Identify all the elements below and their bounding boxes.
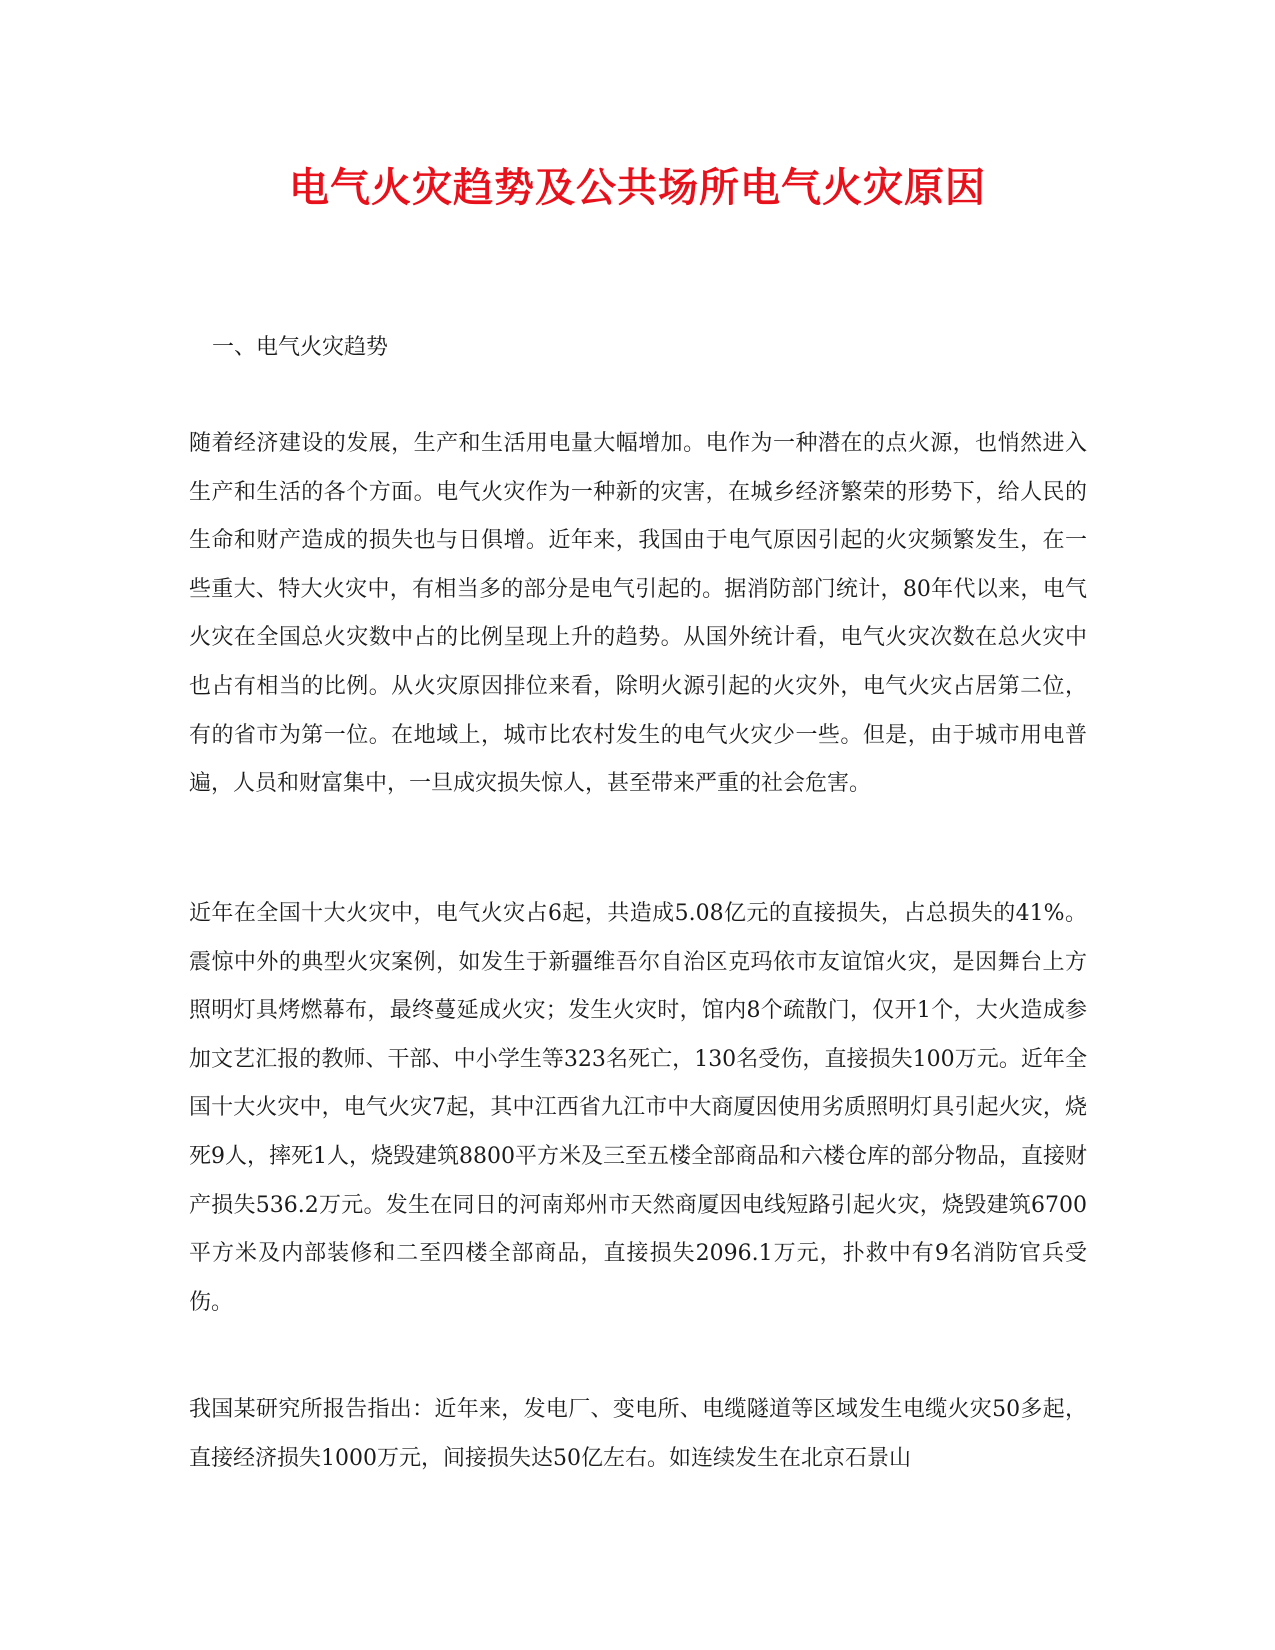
paragraph-major-fire-cases: 近年在全国十大火灾中，电气火灾占6起，共造成5.08亿元的直接损失，占总损失的41%。震惊中外的典型火灾案例，如发生于新疆维吾尔自治区克玛依市友谊馆火灾，是因舞台上方照明灯具烤燃幕布，最终蔓延成火灾；发生火灾时，馆内8个疏散门，仅开1个，大火造成参加文艺汇报的教师、干部、中小学生等323名死亡，130名受伤，直接损失100万元。近年全国十大火灾中，电气火灾7起，其中江西省九江市中大商厦因使用劣质照明灯具引起火灾，烧死9人，摔死1人，烧毁建筑8800平方米及三至五楼全部商品和六楼仓库的部分物品，直接财产损失536.2万元。发生在同日的河南郑州市天然商厦因电线短路引起火灾，烧毁建筑6700平方米及内部装修和二至四楼全部商品，直接损失2096.1万元，扑救中有9名消防官兵受伤。	[189, 901, 1087, 1315]
document-title: 电气火灾趋势及公共场所电气火灾原因	[289, 165, 986, 211]
paragraph-electrical-fire-trend: 随着经济建设的发展，生产和生活用电量大幅增加。电作为一种潜在的点火源，也悄然进入生产和生活的各个方面。电气火灾作为一种新的灾害，在城乡经济繁荣的形势下，给人民的生命和财产造成的损失也与日俱增。近年来，我国由于电气原因引起的火灾频繁发生，在一些重大、特大火灾中，有相当多的部分是电气引起的。据消防部门统计，80年代以来，电气火灾在全国总火灾数中占的比例呈现上升的趋势。从国外统计看，电气火灾次数在总火灾中也占有相当的比例。从火灾原因排位来看，除明火源引起的火灾外，电气火灾占居第二位，有的省市为第一位。在地域上，城市比农村发生的电气火灾少一些。但是，由于城市用电普遍，人员和财富集中，一旦成灾损失惊人，甚至带来严重的社会危害。	[189, 431, 1087, 797]
paragraph-cable-fire-report: 我国某研究所报告指出：近年来，发电厂、变电所、电缆隧道等区域发生电缆火灾50多起，直接经济损失1000万元，间接损失达50亿左右。如连续发生在北京石景山	[189, 1397, 1087, 1471]
section-heading: 一、电气火灾趋势	[212, 335, 389, 360]
